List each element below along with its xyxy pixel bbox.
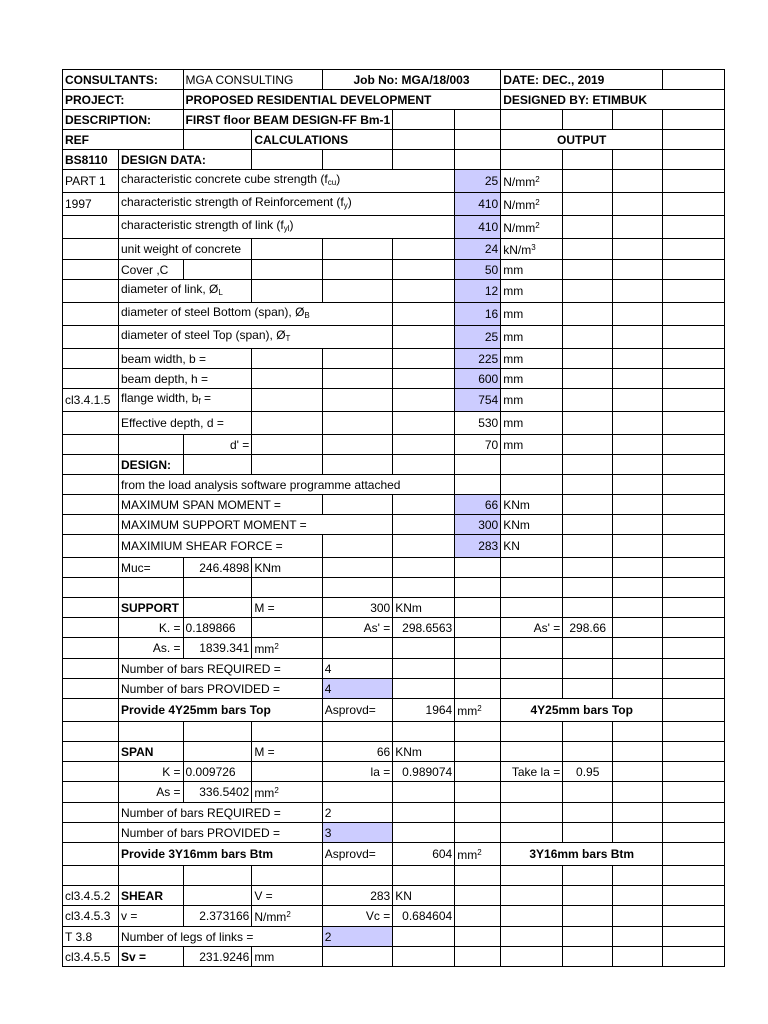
- effective-depth-label: Effective depth, d =: [119, 412, 252, 435]
- support-moment-label: MAXIMUM SUPPORT MOMENT =: [119, 515, 393, 535]
- unit-knm3: $kN/m^3$: [501, 239, 563, 260]
- support-bars-required-label: Number of bars REQUIRED =: [119, 659, 323, 679]
- unit-weight-label: unit weight of concrete: [119, 239, 252, 260]
- span-asprovd-value: 604: [393, 843, 455, 866]
- support-asprovd-value: 1964: [393, 699, 455, 722]
- unit-knm: KNm: [501, 515, 563, 535]
- beam-depth-label: beam depth, h =: [119, 369, 252, 389]
- span-bars-required-value: 2: [322, 803, 392, 823]
- support-k-label: K. =: [119, 618, 184, 638]
- d-prime-label: d' =: [183, 435, 252, 455]
- span-moment-label: MAXIMUM SPAN MOMENT =: [119, 495, 323, 515]
- span-k-value: 0.009726: [183, 762, 252, 782]
- span-la-value: 0.989074: [393, 762, 455, 782]
- span-provide-text: Provide 3Y16mm bars Btm: [119, 843, 323, 866]
- d-prime-value: 70: [455, 435, 501, 455]
- job-number: Job No: MGA/18/003: [322, 70, 500, 90]
- shear-vc-value: 0.684604: [393, 906, 455, 927]
- unit-nmm: $N/mm^2$: [252, 906, 322, 927]
- span-m-label: M =: [252, 742, 322, 762]
- shear-vc-label: Vc =: [322, 906, 392, 927]
- unit-nmm: $N/mm^2$: [501, 170, 563, 193]
- fyv-value[interactable]: 410: [455, 216, 501, 239]
- span-asprovd-label: Asprovd=: [322, 843, 392, 866]
- muc-label: Muc=: [119, 558, 184, 578]
- unit-mm2: $mm^2$: [455, 699, 501, 722]
- calculation-sheet: [62, 69, 725, 967]
- unit-weight-value[interactable]: 24: [455, 239, 501, 260]
- legs-value[interactable]: 2: [322, 927, 392, 947]
- ref-table: T 3.8: [63, 927, 119, 947]
- project-label: PROJECT:: [63, 90, 184, 110]
- shear-v-label: V =: [252, 886, 322, 906]
- analysis-note: from the load analysis software programme attached: [119, 475, 455, 495]
- unit-kn: KN: [501, 535, 563, 558]
- ref-shear: cl3.4.5.2: [63, 886, 119, 906]
- design-title: DESIGN:: [119, 455, 184, 475]
- span-title: SPAN: [119, 742, 184, 762]
- support-m-label: M =: [252, 598, 322, 618]
- unit-mm: mm: [501, 326, 563, 349]
- span-bars-required-label: Number of bars REQUIRED =: [119, 803, 323, 823]
- muc-value: 246.4898: [183, 558, 252, 578]
- effective-depth-value: 530: [455, 412, 501, 435]
- span-la-label: la =: [322, 762, 392, 782]
- cover-value[interactable]: 50: [455, 260, 501, 280]
- support-bars-required-value: 4: [322, 659, 392, 679]
- unit-knm: KNm: [393, 598, 455, 618]
- design-data-title: DESIGN DATA:: [119, 150, 252, 170]
- support-asp-output-value: 298.66: [563, 618, 613, 638]
- fy-label: characteristic strength of Reinforcement $(f_y)$: [119, 193, 455, 216]
- calculations-header: CALCULATIONS: [252, 130, 393, 150]
- span-output: 3Y16mm bars Btm: [501, 843, 663, 866]
- beam-width-label: beam width, b =: [119, 349, 252, 369]
- support-bars-provided-value[interactable]: 4: [322, 679, 392, 699]
- unit-mm: mm: [501, 260, 563, 280]
- unit-nmm: $N/mm^2$: [501, 193, 563, 216]
- span-k-label: K =: [119, 762, 184, 782]
- span-moment-value[interactable]: 66: [455, 495, 501, 515]
- support-title: SUPPORT: [119, 598, 184, 618]
- fy-value[interactable]: 410: [455, 193, 501, 216]
- span-as-label: As =: [119, 782, 184, 803]
- unit-kn: KN: [393, 886, 455, 906]
- unit-knm: KNm: [501, 495, 563, 515]
- unit-mm: mm: [501, 369, 563, 389]
- output-header: OUTPUT: [501, 130, 663, 150]
- unit-knm: KNm: [393, 742, 455, 762]
- support-m-value: 300: [322, 598, 392, 618]
- unit-knm: KNm: [252, 558, 322, 578]
- support-moment-value[interactable]: 300: [455, 515, 501, 535]
- sv-value: 231.9246: [183, 947, 252, 967]
- ref-code: BS8110: [63, 150, 119, 170]
- unit-mm: mm: [501, 389, 563, 412]
- ref-header: REF: [63, 130, 184, 150]
- ref-v: cl3.4.5.3: [63, 906, 119, 927]
- support-asprovd-label: Asprovd=: [322, 699, 392, 722]
- support-asp-output-label: As' =: [501, 618, 563, 638]
- unit-mm: mm: [501, 412, 563, 435]
- shear-force-label: MAXIMIUM SHEAR FORCE =: [119, 535, 323, 558]
- fcu-label: characteristic concrete cube strength $(f_{cu})$: [119, 170, 455, 193]
- shear-force-value[interactable]: 283: [455, 535, 501, 558]
- support-output: 4Y25mm bars Top: [501, 699, 663, 722]
- unit-mm: mm: [501, 280, 563, 303]
- description: FIRST floor BEAM DESIGN-FF Bm-1: [183, 110, 393, 130]
- fyv-label: characteristic strength of link $(f_{yl})$: [119, 216, 455, 239]
- support-as-label: As. =: [119, 638, 184, 659]
- support-k-value: 0.189866: [183, 618, 252, 638]
- description-label: DESCRIPTION:: [63, 110, 184, 130]
- unit-nmm: $N/mm^2$: [501, 216, 563, 239]
- support-bars-provided-label: Number of bars PROVIDED =: [119, 679, 323, 699]
- project-name: PROPOSED RESIDENTIAL DEVELOPMENT: [183, 90, 501, 110]
- span-as-value: 336.5402: [183, 782, 252, 803]
- sv-label: Sv =: [119, 947, 184, 967]
- span-bars-provided-value[interactable]: 3: [322, 823, 392, 843]
- span-take-la-value: 0.95: [563, 762, 613, 782]
- support-asp-label: As' =: [322, 618, 392, 638]
- unit-mm: mm: [501, 303, 563, 326]
- unit-mm: mm: [501, 349, 563, 369]
- unit-mm2: $mm^2$: [252, 638, 322, 659]
- shear-v-value: 283: [322, 886, 392, 906]
- cover-label: Cover ,C: [119, 260, 184, 280]
- link-diameter-label: diameter of link, $Ø_L$: [119, 280, 252, 303]
- ref-year: 1997: [63, 193, 119, 216]
- shear-stress-value: 2.373166: [183, 906, 252, 927]
- ref-flange: cl3.4.1.5: [63, 389, 119, 412]
- flange-width-label: flange width, $b_f$ =: [119, 389, 252, 412]
- beam-depth-value[interactable]: 600: [455, 369, 501, 389]
- top-diameter-label: diameter of steel Top (span), $Ø_T$: [119, 326, 393, 349]
- ref-part: PART 1: [63, 170, 119, 193]
- consultants-label: CONSULTANTS:: [63, 70, 184, 90]
- shear-stress-label: v =: [119, 906, 184, 927]
- flange-width-value[interactable]: 754: [455, 389, 501, 412]
- unit-mm2: $mm^2$: [252, 782, 322, 803]
- fcu-value[interactable]: 25: [455, 170, 501, 193]
- support-as-value: 1839.341: [183, 638, 252, 659]
- link-diameter-value[interactable]: 12: [455, 280, 501, 303]
- beam-width-value[interactable]: 225: [455, 349, 501, 369]
- top-diameter-value[interactable]: 25: [455, 326, 501, 349]
- support-provide-text: Provide 4Y25mm bars Top: [119, 699, 323, 722]
- bottom-diameter-label: diameter of steel Bottom (span), $Ø_B$: [119, 303, 393, 326]
- bottom-diameter-value[interactable]: 16: [455, 303, 501, 326]
- support-asp-value: 298.6563: [393, 618, 455, 638]
- ref-sv: cl3.4.5.5: [63, 947, 119, 967]
- consultants-name: MGA CONSULTING: [183, 70, 322, 90]
- shear-title: SHEAR: [119, 886, 184, 906]
- span-take-la-label: Take la =: [501, 762, 563, 782]
- span-m-value: 66: [322, 742, 392, 762]
- date: DATE: DEC., 2019: [501, 70, 663, 90]
- designed-by: DESIGNED BY: ETIMBUK: [501, 90, 725, 110]
- unit-mm: mm: [501, 435, 563, 455]
- unit-mm2: $mm^2$: [455, 843, 501, 866]
- span-bars-provided-label: Number of bars PROVIDED =: [119, 823, 323, 843]
- unit-mm: mm: [252, 947, 322, 967]
- legs-label: Number of legs of links =: [119, 927, 323, 947]
